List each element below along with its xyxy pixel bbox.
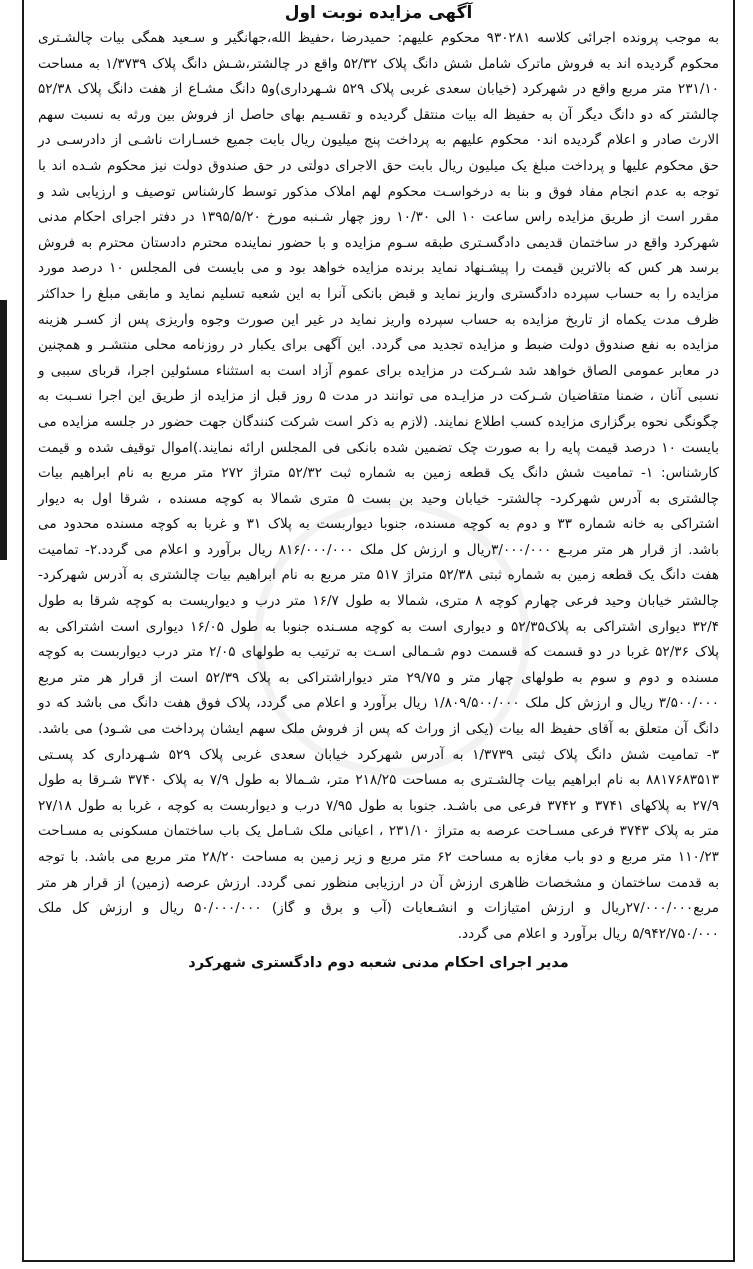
notice-body: به موجب پرونده اجرائی کلاسه ۹۳۰۲۸۱ محکوم علیهم: حمیدرضا ،حفیظ الله،جهانگیر و سـعید همگی بیات چالشـتری محکوم گردیده اند به فروش ماترک شامل شش دانگ پلاک ۵۲/۳۲ واقع در چالشتر،شـش دانگ پلاک ۱/۳۷۳۹ به مساحت ۲۳۱/۱۰ متر مربع واقع در شهرکرد (خیابان سعدی غربی پلاک ۵۲۹ شـهرداری)و۵ دانگ مشـاع از هفت دانگ پلاک ۵۲/۳۸ چالشتر که دو دانگ دیگر آن به حفیظ اله بیات منتقل گردیده و تقسـیم بهای حاصل از فروش بین ورثه به نسبت سهم الارث صادر و اعلام گردیده اند۰ محکوم علیهم به پرداخت پنج میلیون ریال بابت جمیع خسـارات ناشـی از دادرسـی در حق محکوم علیها و پرداخت مبلغ یک میلیون ریال بابت حق الاجرای دولتی در حق صندوق دولت نیز محکوم شـده اند با توجه به عدم انجام مفاد فوق و بنا به درخواسـت محکوم لهم املاک مذکور توسط کارشناس توصیف و ارزیابی شد و مقرر است از طریق مزایده راس ساعت ۱۰ الی ۱۰/۳۰ روز چهار شـنبه مورخ ۱۳۹۵/۵/۲۰ در دفتر اجرای احکام مدنی شهرکرد واقع در ساختمان قدیمی دادگسـتری طبقه سـوم مزایده و با حضور نماینده محترم دادستان محترم به فروش برسد هر کس که بالاترین قیمت را پیشـنهاد نماید برنده مزایده خواهد بود و می بایست فی المجلس ۱۰ درصد مورد مزایده را به حساب سپرده دادگستری واریز نماید و قبض بانکی آنرا به این شعبه تسلیم نماید و مابقی مبلغ را حداکثر ظرف مدت یکماه از تاریخ مزایده به حساب سپرده واریز نماید در غیر این صورت وجوه واریزی پس از کسـر هزینه مزایده به نفع صندوق دولت ضبط و مزایده تجدید می گردد. این آگهی برای یکبار در روزنامه محلی منتشـر و همچنین در معابر عمومی الصاق خواهد شد شـرکت در مزایده برای عموم آزاد است به استثناء مسئولین اجرا، قربای سببی و نسبی آنان ، ضمنا متقاضیان شـرکت در مزایـده می توانند در مدت ۵ روز قبل از مزایده از طریق این اجرا نسـبت به چگونگی نحوه برگزاری مزایده کسب اطلاع نمایند. (لازم به ذکر است شرکت کنندگان جهت حضور در جلسه مزایده می بایست ۱۰ درصد قیمت پایه را به صورت چک تضمین شده بانکی فی المجلس ارائه نمایند.)اموال توقیف شده و قیمت کارشناس: ۱- تمامیت شش دانگ یک قطعه زمین به شماره ثبت ۵۲/۳۲ متراژ ۲۷۲ متر مربع به نام ابراهیم بیات چالشتری به آدرس شهرکرد- چالشتر- خیابان وحید بن بست ۵ متری شمالا به کوچه مسنده ، شرقا اول به دیوار اشتراکی به خانه شماره ۳۳ و دوم به کوچه مسنده، جنوبا دیواربست به پلاک ۳۱ و غربا به کوچه مسنده محدود می باشد. از قرار هر متر مربـع ۳/۰۰۰/۰۰۰ریال و ارزش کل ملک ۸۱۶/۰۰۰/۰۰۰ ریال برآورد و اعلام می گردد.۲- تمامیت هفت دانگ یک قطعه زمین به شماره ثبتی ۵۲/۳۸ متراژ ۵۱۷ متر مربع به نام ابراهیم بیات چالشتری به آدرس شهرکرد- چالشتر خیابان وحید فرعی چهارم کوچه ۸ متری، شمالا به طول ۱۶/۷ متر درب و دیواریست به کوچه شرقا به طول ۳۲/۴ دیواری اشتراکی به پلاک۵۲/۳۵ و دیواری است به کوچه مسـنده جنوبا به طول ۱۶/۰۵ دیواری است اشتراکی به پلاک ۵۲/۳۶ غربا در دو قسمت که قسمت دوم شـمالی اسـت به ترتیب به طولهای ۲/۰۵ متر درب دیواربست به کوچه مسنده و دوم و سوم به طولهای چهار متر و ۲۹/۷۵ متر دیواراشتراکی به پلاک ۵۲/۳۹ است از قرار هر متر مربع ۳/۵۰۰/۰۰۰ ریال و ارزش کل ملک ۱/۸۰۹/۵۰۰/۰۰۰ ریال برآورد و اعلام می گردد، پلاک فوق هفت دانگ می باشد که دو دانگ آن متعلق به آقای حفیظ اله بیات (یکی از وراث که پس از فروش ملک سهم ایشان پرداخت می شـود) می باشد. ۳- تمامیت شش دانگ پلاک ثبتی ۱/۳۷۳۹ به آدرس شهرکرد خیابان سعدی غربی پلاک ۵۲۹ شـهرداری کد پسـتی ۸۸۱۷۶۸۳۵۱۳ به نام ابراهیم بیات چالشـتری به مساحت ۲۱۸/۲۵ متر، شـمالا به طول ۷/۹ به پلاک ۳۷۴۰ شـرقا به طول ۲۷/۹ به پلاکهای ۳۷۴۱ و ۳۷۴۲ فرعی می باشـد. جنوبا به طول ۷/۹۵ درب و دیواربست به کوچه ، غربا به طول ۲۷/۱۸ متر به پلاک ۳۷۴۳ فرعی مسـاحت عرصه به متراژ ۲۳۱/۱۰ ، اعیانی ملک شـامل یک باب ساختمان مسکونی به مسـاحت ۱۱۰/۲۳ متر مربع و دو باب مغازه به مساحت ۶۲ متر مربع و زیر زمین به مساحت ۲۸/۲۰ متر مربع می باشد. با توجه به قدمت ساختمان و مشخصات ظاهری ارزش آن در ارزیابی منظور نمی گردد. ارزش عرصه (زمین) از قرار هر متر مربع۲۷/۰۰۰/۰۰۰ریال و ارزش امتیازات و انشـعابات (آب و برق و گاز) ۵۰/۰۰۰/۰۰۰ ریال و ارزش کل ملک ۵/۹۴۲/۷۵۰/۰۰۰ ریال برآورد و اعلام می گردد. xyxy=(38,30,720,942)
notice-frame xyxy=(22,0,735,1262)
notice-title: آگهی مزایده نوبت اول xyxy=(284,3,473,23)
page-edge-bar xyxy=(0,300,7,560)
notice-signature: مدیر اجرای احکام مدنی شعبه دوم دادگستری شهرکرد xyxy=(188,955,569,972)
